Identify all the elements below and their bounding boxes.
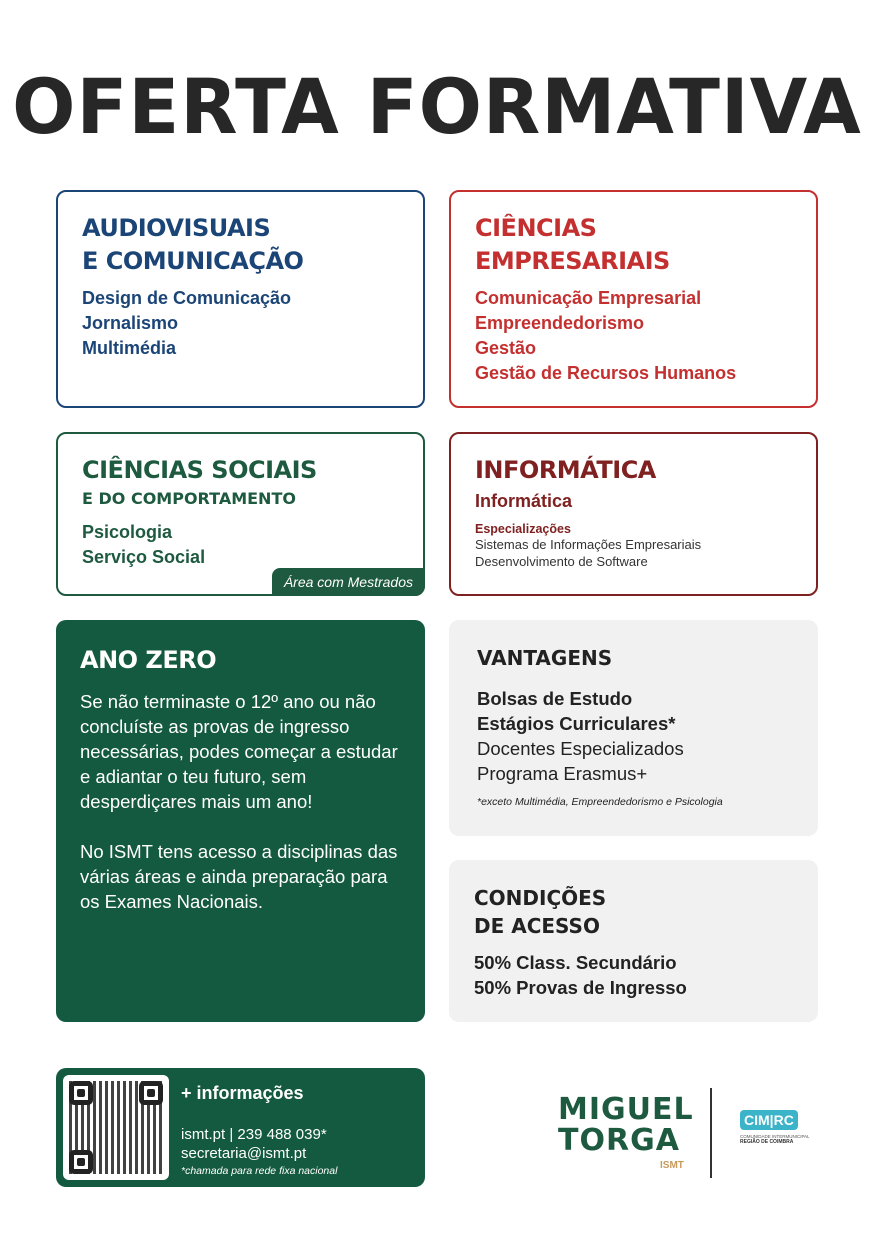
condicao: 50% Provas de Ingresso — [474, 977, 687, 998]
email-link[interactable]: secretaria@ismt.pt — [181, 1145, 307, 1162]
course: Gestão — [475, 338, 537, 358]
vantagem: Docentes Especializados — [477, 738, 684, 759]
condicoes-title-2: DE ACESSO — [474, 914, 600, 938]
vantagem: Programa Erasmus+ — [477, 763, 648, 784]
course: Comunicação Empresarial — [475, 288, 702, 308]
area-title-2: EMPRESARIAIS — [475, 247, 670, 275]
area-title: CIÊNCIAS SOCIAIS — [82, 456, 317, 484]
course: Multimédia — [82, 338, 177, 358]
divider — [710, 1088, 712, 1178]
course: Jornalismo — [82, 313, 179, 333]
vantagens-title: VANTAGENS — [477, 646, 613, 670]
course: Serviço Social — [82, 547, 206, 567]
mestrados-badge: Área com Mestrados — [272, 568, 425, 596]
ano-zero-text: No ISMT tens — [80, 841, 198, 862]
course: Informática — [475, 491, 573, 511]
vantagens-panel — [449, 620, 818, 836]
area-ciencias-empresariais — [449, 190, 818, 408]
ismt-logo-text: ISMT — [660, 1160, 684, 1171]
vantagens-note: *exceto Multimédia, Empreendedorismo e Psicologia — [477, 796, 723, 808]
condicoes-title: CONDIÇÕES — [474, 886, 607, 910]
course: Psicologia — [82, 522, 173, 542]
condicao: 50% Class. Secundário — [474, 952, 677, 973]
ano-zero-text: e ainda preparação para os Exames Nacionais. — [80, 866, 388, 912]
area-title: AUDIOVISUAIS — [82, 214, 271, 242]
spec-label: Especializações — [475, 522, 571, 536]
ano-zero-title: ANO ZERO — [80, 646, 217, 674]
area-audiovisuais — [56, 190, 425, 408]
course: Empreendedorismo — [475, 313, 645, 333]
qr-code[interactable] — [63, 1075, 169, 1180]
area-informatica — [449, 432, 818, 596]
vantagem: Estágios Curriculares* — [477, 713, 676, 734]
course: Gestão de Recursos Humanos — [475, 363, 737, 383]
area-title: CIÊNCIAS — [475, 214, 597, 242]
info-note: *chamada para rede fixa nacional — [181, 1165, 338, 1177]
info-panel — [56, 1068, 425, 1187]
ano-zero-text: Se não terminaste o 12º ano ou não concluíste as provas de ingresso necessárias, podes começar a estudar e adiantar o teu futuro, — [80, 691, 398, 787]
ano-zero-panel — [56, 620, 425, 1022]
page-title: OFERTA FORMATIVA — [12, 62, 862, 151]
spec: Sistemas de Informações Empresariais — [475, 537, 702, 552]
area-ciencias-sociais — [56, 432, 425, 596]
condicoes-panel — [449, 860, 818, 1022]
area-title: INFORMÁTICA — [475, 456, 656, 484]
contact-line[interactable]: ismt.pt | 239 488 039* — [181, 1126, 327, 1143]
info-title: + informações — [181, 1083, 304, 1103]
vantagem: Bolsas de Estudo — [477, 688, 633, 709]
ano-zero-bold: sem desperdiçares mais um ano! — [80, 766, 313, 812]
spec: Desenvolvimento de Software — [475, 554, 648, 569]
cim-rc-logo: CIM|RC COMUNIDADE INTERMUNICIPAL REGIÃO DE COIMBRA — [740, 1112, 810, 1145]
ano-zero-bold: acesso a disciplinas das várias áreas — [80, 841, 398, 887]
course: Design de Comunicação — [82, 288, 292, 308]
area-subtitle: E DO COMPORTAMENTO — [82, 489, 296, 508]
miguel-torga-logo: MIGUEL TORGA — [558, 1092, 694, 1158]
area-title-2: E COMUNICAÇÃO — [82, 247, 304, 275]
